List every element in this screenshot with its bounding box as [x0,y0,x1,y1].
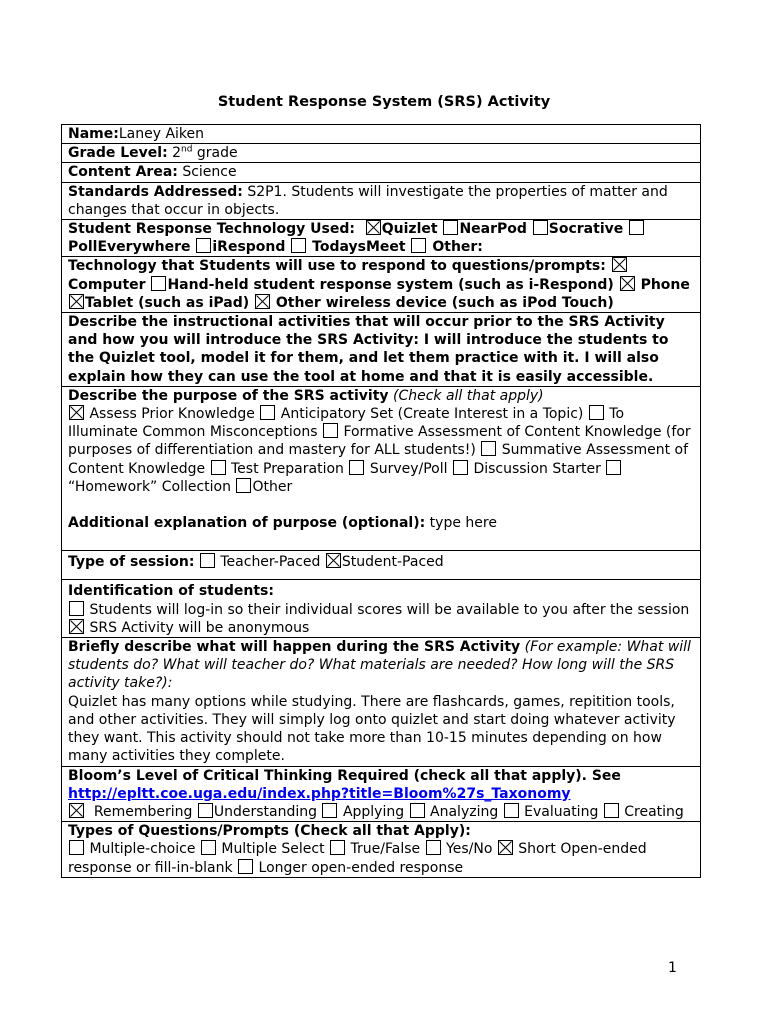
checkbox[interactable] [606,460,621,475]
identification-label: Identification of students: [68,583,274,600]
checkbox[interactable] [255,294,270,309]
checkbox[interactable] [69,803,84,818]
option-label: Computer [68,276,146,293]
option-label: Quizlet [381,221,438,238]
option-label: Hand-held student response system (such as i-Respond) [167,276,614,293]
checkbox[interactable] [69,405,84,420]
row-during-activity [62,638,701,766]
option-label: Multiple-choice [89,841,196,858]
standards-value[interactable]: S2P1. Students will investigate the properties of matter and changes that occur in objects. [68,183,668,218]
option-label: Understanding [213,803,318,820]
option-label: True/False [350,841,421,858]
checkbox[interactable] [200,553,215,568]
option-label: To Illuminate Common Misconceptions [68,406,625,441]
checkbox[interactable] [620,276,635,291]
option-label: Longer open-ended response [258,859,464,876]
option-label: Assess Prior Knowledge [89,406,255,423]
checkbox[interactable] [201,840,216,855]
additional-purpose-value[interactable]: type here [429,515,497,532]
row-session-type [62,551,701,580]
blooms-taxonomy-link[interactable]: http://epltt.coe.uga.edu/index.php?title=Bloom%27s_Taxonomy [68,785,571,802]
option-label: Summative Assessment of Content Knowledge [68,442,689,477]
row-identification [62,580,701,638]
option-label: Analyzing [430,803,499,820]
blooms-label: Bloom’s Level of Critical Thinking Required (check all that apply). See [68,767,621,784]
option-label: Multiple Select [221,841,325,858]
option-label: Teacher-Paced [220,554,321,571]
checkbox[interactable] [69,294,84,309]
option-label: Formative Assessment of Content Knowledge (for purposes of differentiation and mastery for ALL students!) [68,424,691,459]
checkbox[interactable] [533,220,548,235]
instruction-label: Describe the instructional activities that will occur prior to the SRS Activity and how you will introduce the SRS Activity: [68,314,665,349]
checkbox[interactable] [410,803,425,818]
name-value[interactable]: Laney Aiken [118,126,205,142]
checkbox[interactable] [589,405,604,420]
checkbox[interactable] [322,803,337,818]
checkbox[interactable] [366,220,381,235]
checkbox[interactable] [498,840,513,855]
row-name [62,125,701,144]
option-label: TodaysMeet [312,239,406,256]
option-label: Other: [432,239,483,256]
checkbox[interactable] [453,460,468,475]
option-label: Survey/Poll [369,460,448,477]
row-blooms-level [62,766,701,822]
checkbox[interactable] [604,803,619,818]
option-label: “Homework” Collection [68,478,231,495]
checkbox[interactable] [69,601,84,616]
checkbox[interactable] [260,405,275,420]
option-label: Anticipatory Set (Create Interest in a Topic) [280,406,584,423]
row-standards [62,182,701,219]
content-area-label: Content Area: [68,164,178,181]
checkbox[interactable] [504,803,519,818]
row-srs-technology [62,220,701,257]
row-content-area [62,163,701,182]
option-label: Phone [640,276,690,293]
standards-label: Standards Addressed: [68,183,243,200]
during-value[interactable]: Quizlet has many options while studying. There are flashcards, games, repitition tools, and other activities. They will simply log onto quizlet and start doing whatever activity they want. This activity should not take more than 10-15 minutes depending on how many activities they complete. [68,693,676,765]
during-hint: (For example: What will students do? What will teacher do? What materials are needed? How long will the SRS activity take?): [68,639,691,692]
checkbox[interactable] [443,220,458,235]
srs-tech-label: Student Response Technology Used: [68,221,355,238]
checkbox[interactable] [326,553,341,568]
option-label: Applying [342,803,405,820]
option-label: PollEverywhere [68,239,191,256]
session-label: Type of session: [68,554,195,571]
checkbox[interactable] [291,238,306,253]
checkbox[interactable] [151,276,166,291]
content-area-value[interactable]: Science [182,164,237,181]
option-label: Students will log-in so their individual scores will be available to you after the session [89,601,690,618]
checkbox[interactable] [481,441,496,456]
option-label: Test Preparation [231,460,344,477]
devices-label: Technology that Students will use to respond to questions/prompts: [68,258,606,275]
checkbox[interactable] [69,840,84,855]
option-label: Creating [624,803,684,820]
row-grade-level [62,144,701,163]
checkbox[interactable] [330,840,345,855]
option-label: NearPod [459,221,527,238]
option-label: Remembering [93,803,193,820]
option-label: Discussion Starter [473,460,601,477]
purpose-hint: (Check all that apply) [392,387,544,404]
checkbox[interactable] [612,257,627,272]
row-instructional-activities [62,313,701,387]
checkbox[interactable] [211,460,226,475]
option-label: Socrative [548,221,624,238]
row-student-devices [62,257,701,313]
checkbox[interactable] [411,238,426,253]
purpose-label: Describe the purpose of the SRS activity [68,387,389,404]
option-label: Student-Paced [341,554,444,571]
option-label: Other wireless device (such as iPod Touch) [275,294,614,311]
option-label: iRespond [212,239,286,256]
checkbox[interactable] [349,460,364,475]
page-number: 1 [668,960,677,976]
checkbox[interactable] [238,859,253,874]
checkbox[interactable] [629,220,644,235]
checkbox[interactable] [198,803,213,818]
checkbox[interactable] [426,840,441,855]
row-question-types [62,822,701,878]
checkbox[interactable] [196,238,211,253]
option-label: Short Open-ended response or fill-in-blank [68,841,647,876]
grade-label: Grade Level: [68,145,168,162]
checkbox[interactable] [69,619,84,634]
page-title: Student Response System (SRS) Activity [217,94,551,110]
name-label: Name: [68,126,119,142]
option-label: Other [252,478,293,495]
option-label: Evaluating [524,803,599,820]
option-label: Yes/No [446,841,493,858]
grade-value[interactable]: 2nd grade [172,144,238,162]
during-label: Briefly describe what will happen during the SRS Activity [68,639,521,656]
checkbox[interactable] [236,478,251,493]
additional-purpose-label: Additional explanation of purpose (optional): [68,515,426,532]
option-label: Tablet (such as iPad) [85,294,250,311]
option-label: SRS Activity will be anonymous [89,619,310,636]
checkbox[interactable] [323,423,338,438]
srs-activity-form [61,124,701,878]
row-purpose [62,386,701,550]
instruction-value[interactable]: I will introduce the students to the Quizlet tool, model it for them, and let them practice with it. I will also explain how they can use the tool at home and that it is easily accessible. [68,332,669,385]
question-types-label: Types of Questions/Prompts (Check all that Apply): [68,823,471,840]
